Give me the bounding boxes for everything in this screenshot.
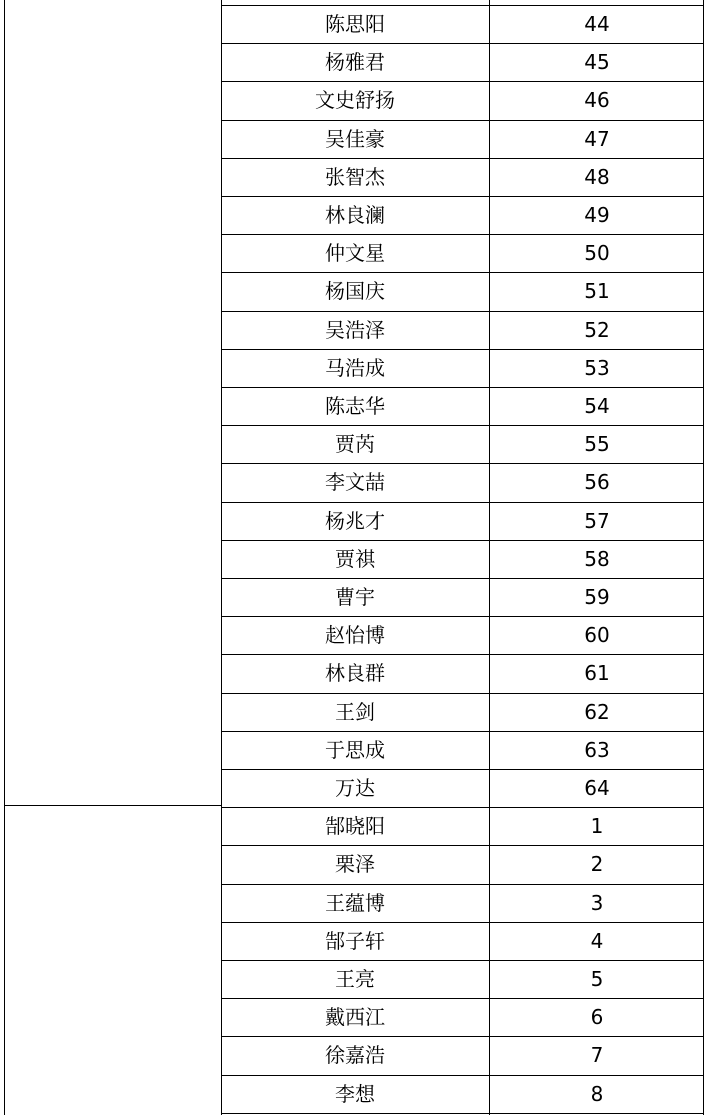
name-cell: 杨国庆 <box>325 279 385 303</box>
name-cell: 王剑 <box>335 700 375 724</box>
name-cell: 李想 <box>335 1082 375 1106</box>
name-cell: 陈志华 <box>325 394 385 418</box>
number-cell: 54 <box>584 394 610 418</box>
name-cell: 郜子轩 <box>325 929 385 953</box>
name-cell: 陈思阳 <box>325 12 385 36</box>
number-cell: 47 <box>584 127 610 151</box>
name-cell: 万达 <box>335 776 375 800</box>
table-row <box>221 272 704 310</box>
name-cell: 赵怡博 <box>325 623 385 647</box>
table-row <box>221 43 704 81</box>
table-row <box>221 502 704 540</box>
table-row <box>221 731 704 769</box>
name-cell: 吴佳豪 <box>325 127 385 151</box>
number-cell: 58 <box>584 547 610 571</box>
table-left-border <box>4 0 5 1115</box>
name-cell: 文史舒扬 <box>315 88 395 112</box>
name-cell: 张智杰 <box>325 165 385 189</box>
table-row <box>221 960 704 998</box>
name-cell: 栗泽 <box>335 852 375 876</box>
table-row <box>221 693 704 731</box>
name-cell: 马浩成 <box>325 356 385 380</box>
number-cell: 4 <box>590 929 604 953</box>
name-cell: 贾芮 <box>335 432 375 456</box>
table-row <box>221 349 704 387</box>
table-row <box>221 196 704 234</box>
table-row <box>221 884 704 922</box>
table-row <box>221 81 704 119</box>
name-cell: 贾祺 <box>335 547 375 571</box>
name-cell: 王亮 <box>335 967 375 991</box>
table-row <box>221 845 704 883</box>
table-bottom-border <box>221 1113 704 1114</box>
table-row <box>221 616 704 654</box>
table-row <box>221 922 704 960</box>
number-cell: 64 <box>584 776 610 800</box>
number-cell: 46 <box>584 88 610 112</box>
name-cell: 曹宇 <box>335 585 375 609</box>
name-cell: 李文喆 <box>325 470 385 494</box>
table-row <box>221 120 704 158</box>
number-cell: 48 <box>584 165 610 189</box>
name-cell: 仲文星 <box>325 241 385 265</box>
name-cell: 林良群 <box>325 661 385 685</box>
table-row <box>221 540 704 578</box>
table-row <box>221 311 704 349</box>
number-cell: 59 <box>584 585 610 609</box>
number-cell: 44 <box>584 12 610 36</box>
table-row <box>221 158 704 196</box>
number-cell: 7 <box>590 1043 604 1067</box>
number-cell: 55 <box>584 432 610 456</box>
table-row <box>221 463 704 501</box>
name-cell: 王蕴博 <box>325 891 385 915</box>
number-cell: 2 <box>590 852 604 876</box>
number-cell: 57 <box>584 509 610 533</box>
number-cell: 56 <box>584 470 610 494</box>
number-cell: 60 <box>584 623 610 647</box>
number-cell: 1 <box>590 814 604 838</box>
table-row <box>221 387 704 425</box>
number-cell: 6 <box>590 1005 604 1029</box>
number-cell: 63 <box>584 738 610 762</box>
number-cell: 52 <box>584 318 610 342</box>
table-row <box>221 578 704 616</box>
number-cell: 5 <box>590 967 604 991</box>
name-cell: 杨雅君 <box>325 50 385 74</box>
number-cell: 8 <box>590 1082 604 1106</box>
table-row <box>221 1075 704 1113</box>
number-cell: 45 <box>584 50 610 74</box>
table-row <box>221 234 704 272</box>
name-cell: 林良澜 <box>325 203 385 227</box>
table-row <box>221 807 704 845</box>
table-row <box>221 998 704 1036</box>
table-row <box>221 425 704 463</box>
name-cell: 吴浩泽 <box>325 318 385 342</box>
number-cell: 53 <box>584 356 610 380</box>
table-row <box>221 769 704 807</box>
name-cell: 郜晓阳 <box>325 814 385 838</box>
name-cell: 徐嘉浩 <box>325 1043 385 1067</box>
number-cell: 50 <box>584 241 610 265</box>
number-cell: 62 <box>584 700 610 724</box>
number-cell: 3 <box>590 891 604 915</box>
number-cell: 61 <box>584 661 610 685</box>
name-cell: 杨兆才 <box>325 509 385 533</box>
group-divider <box>4 805 221 806</box>
number-cell: 51 <box>584 279 610 303</box>
name-cell: 于思成 <box>325 738 385 762</box>
number-cell: 49 <box>584 203 610 227</box>
table-row <box>221 1036 704 1074</box>
table-row <box>221 5 704 43</box>
name-cell: 戴西江 <box>325 1005 385 1029</box>
table-row <box>221 654 704 692</box>
